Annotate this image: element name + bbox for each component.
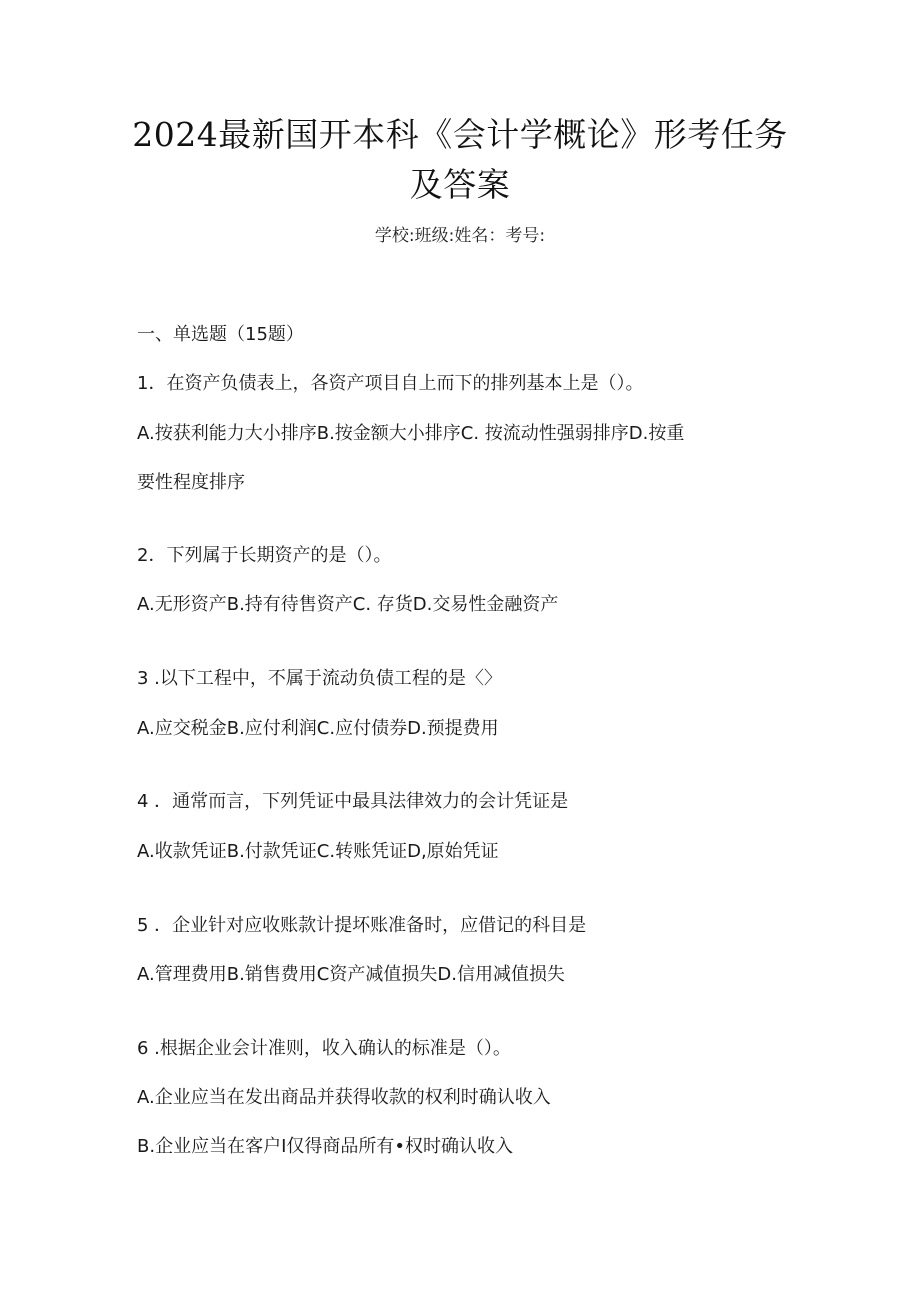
document-title-line1: 2024最新国开本科《会计学概论》形考任务: [132, 115, 788, 154]
question-4-stem: 4 ．通常而言，下列凭证中最具法律效力的会计凭证是: [137, 791, 569, 812]
question-5-stem: 5 ．企业针对应收账款计提坏账准备时，应借记的科目是: [137, 915, 587, 936]
section-heading: 一、单选题（15题）: [137, 324, 304, 345]
student-info-line: 学校:班级:姓名：考号:: [374, 226, 546, 246]
question-2-options: A.无形资产B.持有待售资产C. 存货D.交易性金融资产: [137, 594, 559, 615]
question-1-stem: 1．在资产负债表上，各资产项目自上而下的排列基本上是（）。: [137, 373, 644, 394]
document-title-line2: 及答案: [409, 165, 511, 204]
question-4-options: A.收款凭证B.付款凭证C.转账凭证D,原始凭证: [137, 841, 499, 862]
question-1-options: A.按获利能力大小排序B.按金额大小排序C. 按流动性强弱排序D.按重: [137, 423, 685, 444]
question-1-options-cont: 要性程度排序: [137, 472, 245, 493]
question-3-options: A.应交税金B.应付利润C.应付债券D.预提费用: [137, 718, 499, 739]
question-3-stem: 3 .以下工程中，不属于流动负债工程的是〈〉: [137, 668, 502, 689]
question-6-option-a: A.企业应当在发出商品并获得收款的权利时确认收入: [137, 1087, 551, 1108]
question-5-options: A.管理费用B.销售费用C资产减值损失D.信用减值损失: [137, 964, 565, 985]
question-2-stem: 2．下列属于长期资产的是（）。: [137, 545, 392, 566]
question-6-option-b: B.企业应当在客户I仅得商品所有•权时确认收入: [137, 1136, 513, 1157]
question-6-stem: 6 .根据企业会计准则，收入确认的标准是（）。: [137, 1038, 511, 1059]
